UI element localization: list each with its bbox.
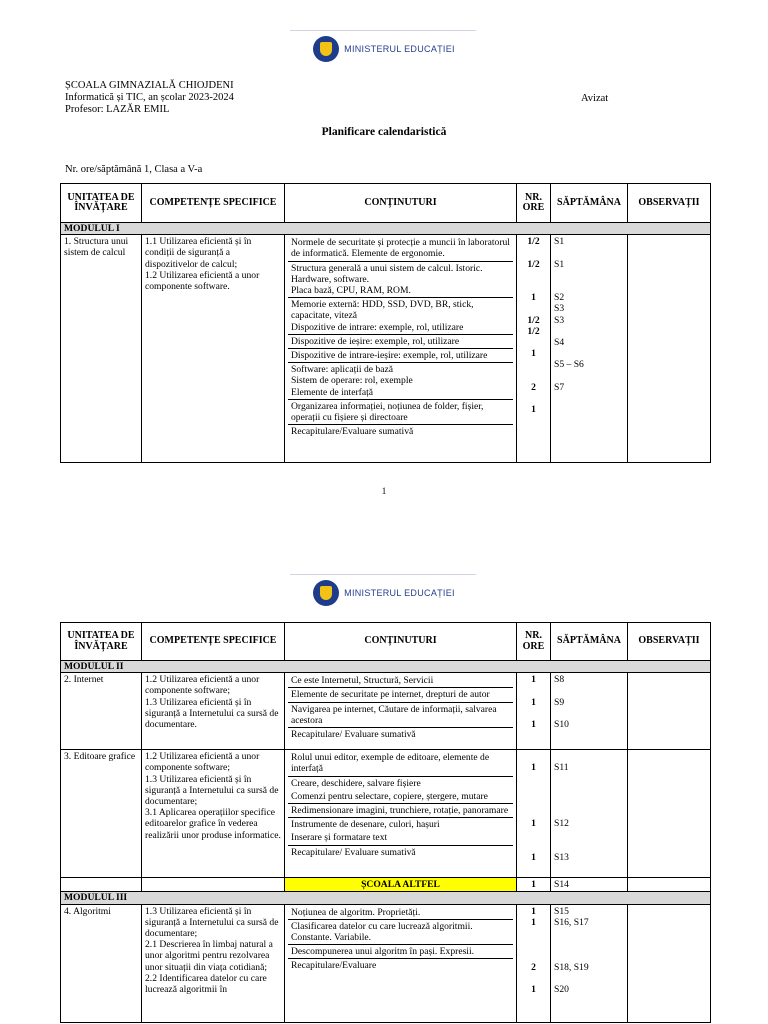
page-number: 1 [381, 486, 387, 496]
content-item: Software: aplicații de bază Sistem de operare: rol, exemple Elemente de interfață [288, 363, 513, 400]
content-item: Normele de securitate și protecție a muncii în laboratorul de informatică. Elemente de ergonomie. [288, 236, 513, 261]
col-contents: CONȚINUTURI [285, 184, 517, 223]
notes-cell [628, 750, 711, 878]
competences-cell: 1.1 Utilizarea eficientă și în condiții de siguranță a dispozitivelor de calcul; 1.2 Utilizarea eficientă a unor componente software. [142, 235, 285, 463]
class-info: Nr. ore/săptămână 1, Clasa a V-a [65, 164, 203, 175]
col-competences: COMPETENȚE SPECIFICE [142, 623, 285, 661]
content-item: Recapitulare/ Evaluare sumativă [291, 846, 416, 858]
hours-cell: 1/2 1/2 1 1/2 1/2 1 2 1 [517, 235, 551, 463]
content-item: Inserare și formatare text [288, 831, 513, 845]
content-item: Dispozitive de intrare-ieșire: exemple, rol, utilizare [288, 349, 513, 363]
ministry-name: MINISTERUL EDUCAȚIEI [344, 44, 455, 54]
unit-name: 1. Structura unui sistem de calcul [61, 235, 142, 463]
module-1-title: MODULUL I [61, 223, 711, 235]
content-item: Redimensionare imagini, trunchiere, rotație, panoramare [288, 804, 513, 818]
ministry-logo [0, 36, 768, 62]
table-row [61, 878, 711, 892]
unit-name: 4. Algoritmi [61, 904, 142, 1022]
competences-cell: 1.2 Utilizarea eficientă a unor componente software; 1.3 Utilizarea eficientă și în siguranță a Internetului ca sursă de documentare. [142, 673, 285, 750]
subject-line: Informatică și TIC, an școlar 2023-2024 [65, 92, 234, 103]
content-item: Rolul unui editor, exemple de editoare, elemente de interfață [288, 751, 513, 776]
contents-cell [285, 235, 517, 463]
col-unit: UNITATEA DE ÎNVĂȚARE [61, 623, 142, 661]
ministry-name: MINISTERUL EDUCAȚIEI [344, 588, 455, 598]
school-name: ȘCOALA GIMNAZIALĂ CHIOJDENI [65, 80, 234, 91]
content-item: Instrumente de desenare, culori, hașuri [291, 819, 440, 831]
content-item: Memorie externă: HDD, SSD, DVD, BR, stick, capacitate, viteză Dispozitive de intrare: exemple, rol, utilizare [288, 298, 513, 335]
table-row [61, 235, 711, 463]
content-item: Dispozitive de ieșire: exemple, rol, utilizare [288, 335, 513, 349]
hours-cell: 1 1 1 [517, 673, 551, 750]
col-notes: OBSERVAȚII [628, 184, 711, 223]
content-item: Descompunerea unui algoritm în pași. Expresii. [288, 945, 513, 959]
weeks-cell: S11 S12 S13 [551, 750, 628, 878]
content-item: Recapitulare/ Evaluare sumativă [291, 729, 416, 741]
module-3-title: MODULUL III [61, 892, 711, 904]
col-competences: COMPETENȚE SPECIFICE [142, 184, 285, 223]
unit-name: 3. Editoare grafice [61, 750, 142, 878]
content-item: Comenzi pentru selectare, copiere, ștergere, mutare [288, 790, 513, 804]
plan-table-2 [60, 622, 711, 1023]
notes-cell [628, 235, 711, 463]
weeks-cell: S1 S1 S2 S3 S3 S4 S5 – S6 S7 [551, 235, 628, 463]
weeks-cell: S14 [551, 878, 628, 892]
col-unit: UNITATEA DE ÎNVĂȚARE [61, 184, 142, 223]
content-item: Recapitulare/Evaluare sumativă [291, 426, 414, 438]
content-item: Recapitulare/Evaluare [291, 960, 377, 972]
competences-cell: 1.2 Utilizarea eficientă a unor componente software; 1.3 Utilizarea eficientă și în siguranță a Internetului ca sursă de documentare; 3.1 Aplicarea operațiilor specifice editoarelor grafice în vederea realizării unor produse informatice. [142, 750, 285, 878]
module-2-title: MODULUL II [61, 661, 711, 673]
table-row [61, 750, 711, 878]
content-item: Clasificarea datelor cu care lucrează algoritmii. Constante. Variabile. [288, 920, 513, 945]
contents-cell [285, 673, 517, 750]
weeks-cell: S8 S9 S10 [551, 673, 628, 750]
col-contents: CONȚINUTURI [285, 623, 517, 661]
col-notes: OBSERVAȚII [628, 623, 711, 661]
competences-cell: 1.3 Utilizarea eficientă și în siguranță a Internetului ca sursă de documentare; 2.1 Descrierea în limbaj natural a unor algoritmi pentru rezolvarea unor situații din viața cotidiană; 2.2 Identificarea datelor cu care lucrează algoritmii în [142, 904, 285, 1022]
content-item: Ce este Internetul, Structură, Servicii [288, 674, 513, 688]
coat-of-arms-icon [313, 580, 339, 606]
col-week: SĂPTĂMÂNA [551, 623, 628, 661]
logo-divider [290, 30, 476, 31]
content-item: Elemente de securitate pe internet, drepturi de autor [288, 688, 513, 702]
col-week: SĂPTĂMÂNA [551, 184, 628, 223]
content-item: Creare, deschidere, salvare fișiere [291, 777, 421, 789]
hours-cell: 1 [517, 878, 551, 892]
teacher-line: Profesor: LAZĂR EMIL [65, 104, 170, 115]
content-item: Navigarea pe internet, Căutare de informații, salvarea acestora [288, 703, 513, 728]
col-hours: NR. ORE [517, 623, 551, 661]
plan-table-1 [60, 183, 711, 463]
school-altfel-label: ȘCOALA ALTFEL [285, 878, 517, 892]
notes-cell [628, 904, 711, 1022]
notes-cell [628, 673, 711, 750]
contents-cell [285, 904, 517, 1022]
logo-divider [290, 574, 476, 575]
hours-cell: 1 1 1 [517, 750, 551, 878]
content-item: Structura generală a unui sistem de calcul. Istoric. Hardware, software. Placa bază, CPU, RAM, ROM. [288, 262, 513, 299]
avizat-label: Avizat [581, 93, 609, 104]
weeks-cell: S15 S16, S17 S18, S19 S20 [551, 904, 628, 1022]
table-row [61, 904, 711, 1022]
contents-cell [285, 750, 517, 878]
content-item: Noțiunea de algoritm. Proprietăți. [288, 906, 513, 920]
hours-cell: 1 1 2 1 [517, 904, 551, 1022]
content-item: Organizarea informației, noțiunea de folder, fișier, operații cu fișiere și directoare [288, 400, 513, 425]
page-title: Planificare calendaristică [321, 126, 447, 138]
unit-name: 2. Internet [61, 673, 142, 750]
ministry-logo-2 [0, 580, 768, 606]
table-row [61, 673, 711, 750]
coat-of-arms-icon [313, 36, 339, 62]
col-hours: NR. ORE [517, 184, 551, 223]
